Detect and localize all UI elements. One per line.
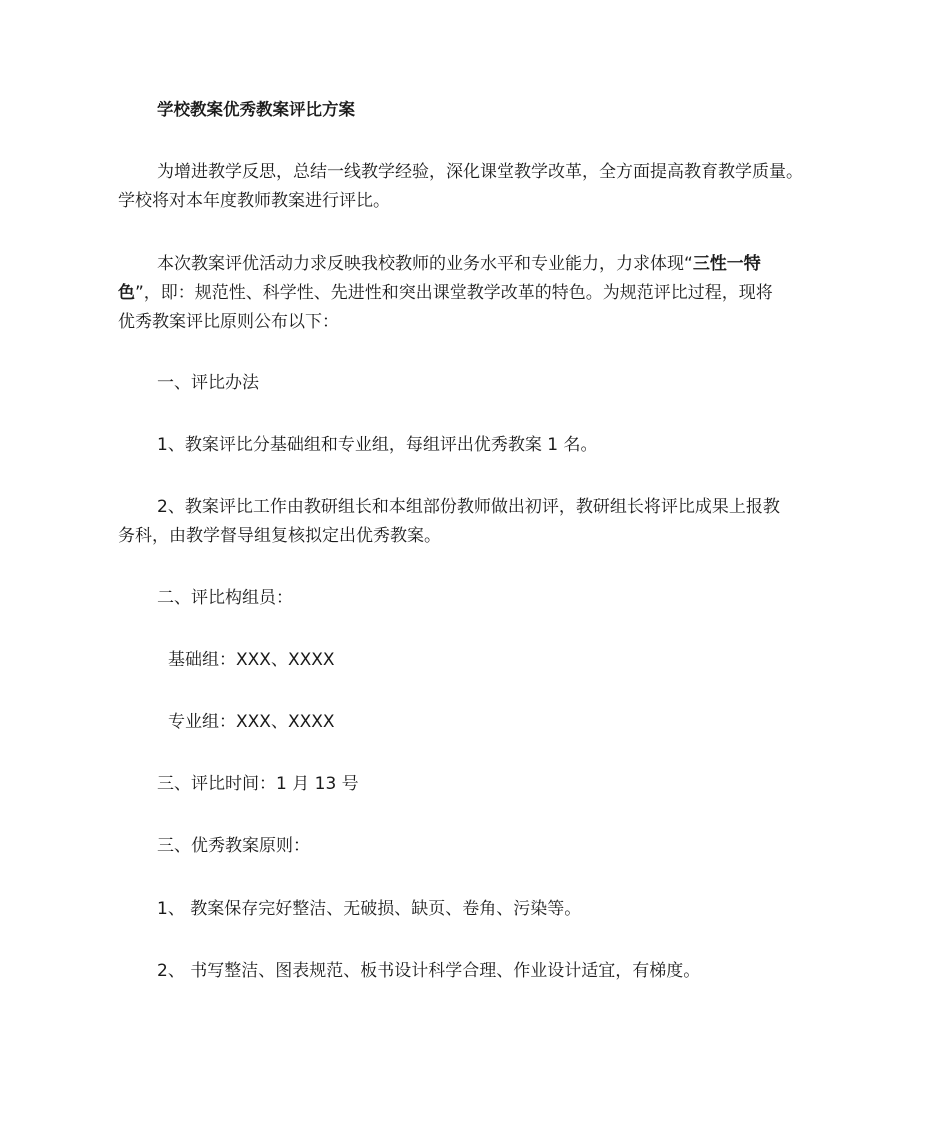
section-2-basic-group: 基础组：XXX、XXXX bbox=[168, 650, 335, 670]
section-1-heading: 一、评比办法 bbox=[157, 373, 259, 393]
purpose-emphasis-part-2: 色 bbox=[118, 283, 135, 303]
purpose-line-2-text: ”，即：规范性、科学性、先进性和突出课堂教学改革的特色。为规范评比过程，现将 bbox=[135, 283, 773, 303]
section-1-item-1: 1、教案评比分基础组和专业组，每组评出优秀教案 1 名。 bbox=[157, 435, 598, 455]
purpose-line-3: 优秀教案评比原则公布以下： bbox=[118, 312, 339, 332]
document-title: 学校教案优秀教案评比方案 bbox=[157, 100, 355, 119]
section-4-item-2: 2、 书写整洁、图表规范、板书设计科学合理、作业设计适宜，有梯度。 bbox=[157, 961, 701, 981]
section-1-item-2-line-2: 务科，由教学督导组复核拟定出优秀教案。 bbox=[118, 526, 441, 546]
section-4-item-1: 1、 教案保存完好整洁、无破损、缺页、卷角、污染等。 bbox=[157, 899, 582, 919]
section-3-heading: 三、评比时间：1 月 13 号 bbox=[157, 774, 359, 794]
section-2-professional-group: 专业组：XXX、XXXX bbox=[168, 712, 335, 732]
purpose-line-1-text: 本次教案评优活动力求反映我校教师的业务水平和专业能力，力求体现“ bbox=[157, 254, 693, 274]
intro-line-2: 学校将对本年度教师教案进行评比。 bbox=[118, 191, 390, 211]
intro-line-1: 为增进教学反思，总结一线教学经验，深化课堂教学改革，全方面提高教育教学质量。 bbox=[157, 162, 803, 182]
section-1-item-2-line-1: 2、教案评比工作由教研组长和本组部份教师做出初评，教研组长将评比成果上报教 bbox=[157, 497, 780, 517]
purpose-line-2 bbox=[118, 282, 773, 304]
purpose-line-1 bbox=[157, 253, 761, 275]
purpose-emphasis-part-1: 三性一特 bbox=[692, 254, 761, 274]
section-4-heading: 三、优秀教案原则： bbox=[157, 836, 310, 856]
section-2-heading: 二、评比构组员： bbox=[157, 588, 293, 608]
